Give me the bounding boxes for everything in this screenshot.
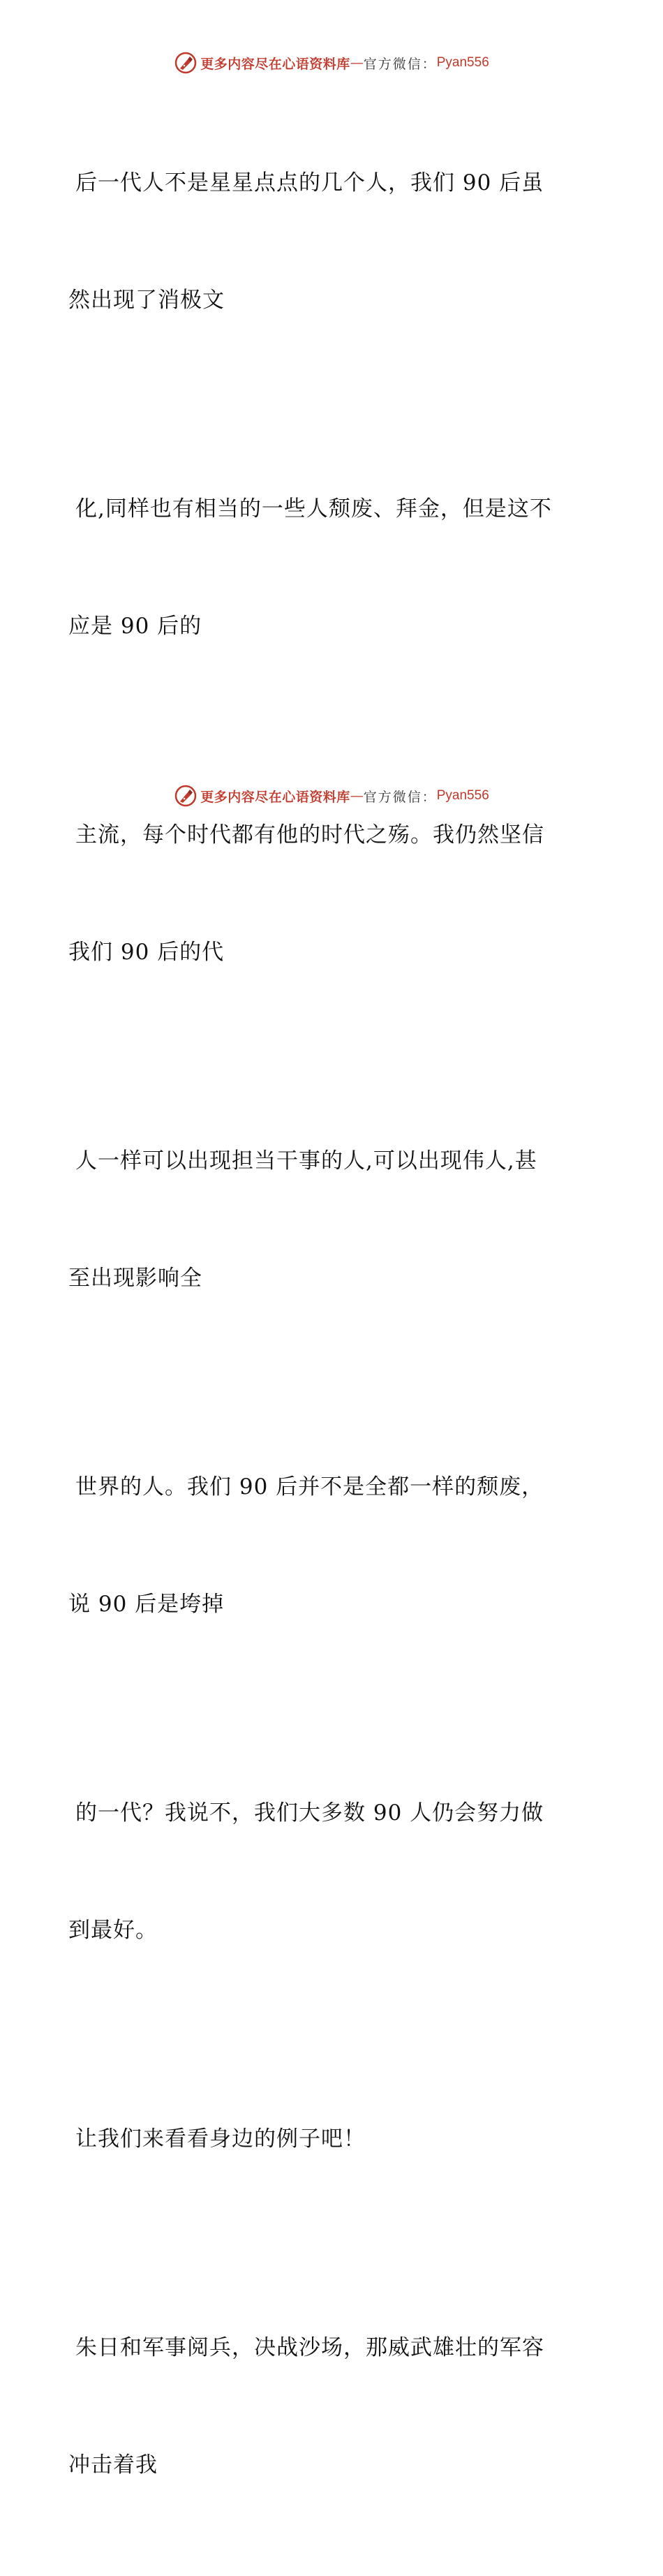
footer-wechat-id: Pyan556 — [436, 788, 489, 803]
header-separator: — — [350, 55, 364, 71]
paragraph-4 — [68, 1063, 599, 1376]
paragraph-7 — [68, 2041, 599, 2237]
paragraph-line: 让我们来看看身边的例子吧！ — [75, 2126, 366, 2152]
paragraph-1 — [68, 85, 599, 398]
paragraph-line: 我们 90 后的代 — [68, 940, 225, 965]
paragraph-line: 的一代？我说不，我们大多数 90 人仍会努力做 — [75, 1800, 544, 1826]
paragraph-line: 然出现了消极文 — [68, 288, 225, 313]
paragraph-line: 应是 90 后的 — [68, 614, 202, 639]
paragraph-line: 人一样可以出现担当干事的人,可以出现伟人,甚 — [75, 1148, 537, 1174]
paragraph-line: 化,同样也有相当的一些人颓废、拜金，但是这不 — [75, 496, 552, 521]
paragraph-8 — [68, 2250, 599, 2563]
header-banner — [0, 49, 663, 77]
paragraph-6 — [68, 1715, 599, 2028]
paragraph-line: 世界的人。我们 90 后并不是全都一样的颓废， — [75, 1474, 544, 1500]
paragraph-line: 至出现影响全 — [68, 1266, 202, 1291]
footer-wechat-label: 官方微信： — [363, 789, 437, 805]
paragraph-line: 到最好。 — [68, 1918, 158, 1943]
footer-brand-text: 更多内容尽在心语资料库 — [200, 789, 350, 805]
paragraph-5 — [68, 1389, 599, 1702]
pen-nib-logo-icon — [174, 51, 198, 75]
document-body — [68, 85, 599, 2576]
header-brand-text: 更多内容尽在心语资料库 — [200, 56, 350, 72]
paragraph-2 — [68, 411, 599, 724]
paragraph-line: 冲击着我 — [68, 2452, 158, 2478]
paragraph-line: 朱日和军事阅兵，决战沙场，那威武雄壮的军容 — [75, 2335, 544, 2360]
paragraph-line: 说 90 后是垮掉 — [68, 1592, 225, 1617]
footer-separator: — — [350, 788, 364, 804]
header-wechat-id: Pyan556 — [436, 55, 489, 70]
header-wechat-label: 官方微信： — [363, 56, 437, 72]
footer-banner — [0, 782, 663, 810]
paragraph-line: 主流，每个时代都有他的时代之殇。我仍然坚信 — [75, 822, 544, 847]
pen-nib-logo-icon — [174, 784, 198, 808]
paragraph-line: 后一代人不是星星点点的几个人，我们 90 后虽 — [75, 170, 544, 195]
